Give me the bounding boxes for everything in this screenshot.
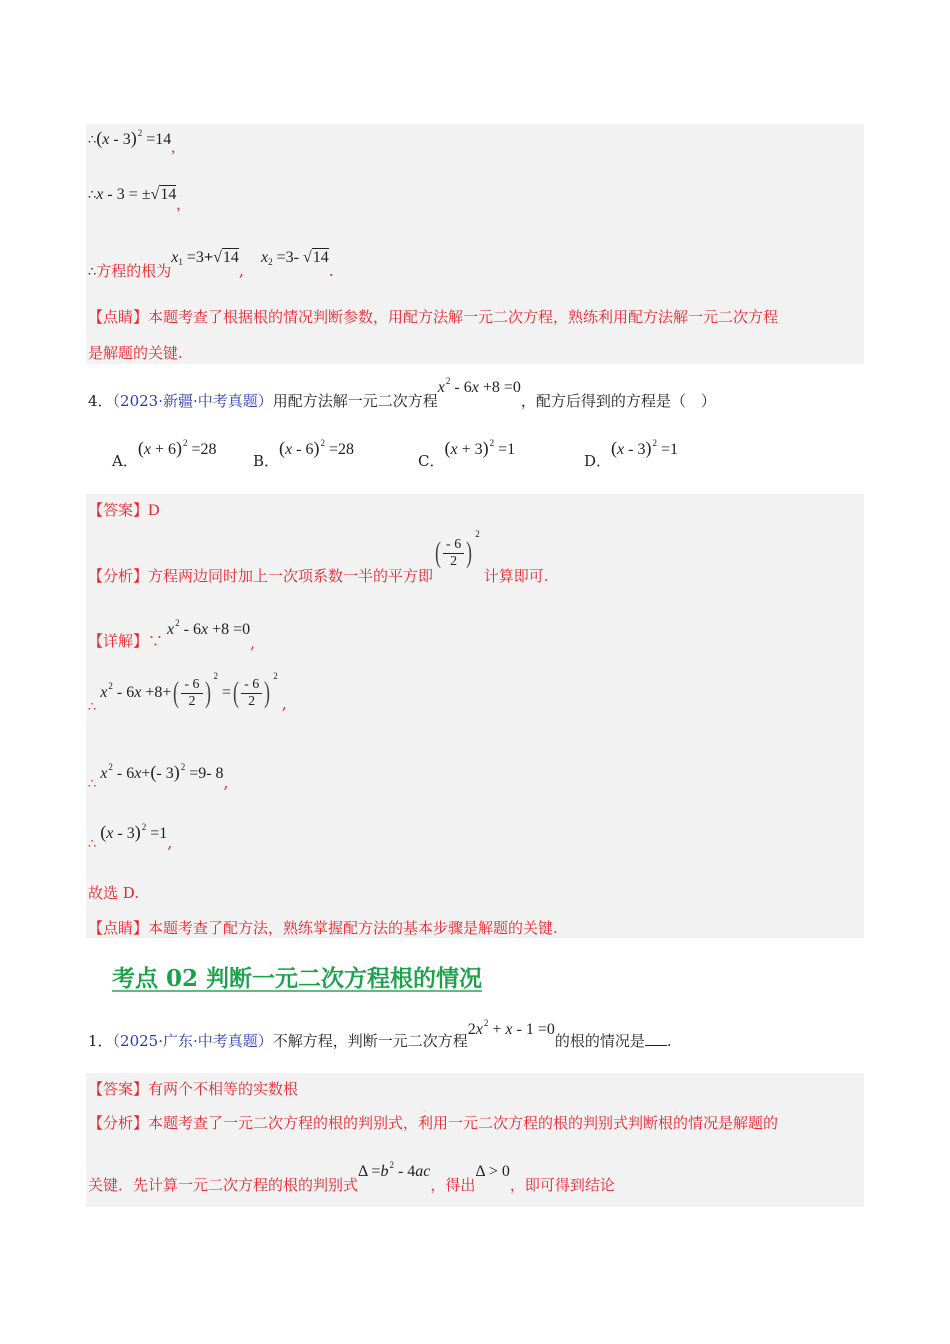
discriminant-formula: $\Delta =b^2 - 4ac$: [358, 1160, 431, 1180]
answer-q4: 【答案】D: [88, 501, 160, 519]
answer-label: 【答案】: [88, 501, 149, 519]
detail-step-2: $_\therefore x^2 - 6x+(-$ 3)$^2$ =9- 8,: [88, 762, 229, 792]
analysis-q1: 【分析】本题考查了一元二次方程的根的判别式，利用一元二次方程的根的判别式判断根的情况是解题的: [88, 1114, 779, 1132]
detail-q4: 【详解】$\because x^2 - 6x +8 =0$,: [88, 618, 255, 652]
detail-label: 【详解】: [88, 632, 149, 650]
dianjing-label: 【点睛】: [88, 308, 149, 326]
step-line-2: ∴x - 3 = ±√14,: [88, 186, 181, 213]
answer-blank[interactable]: [645, 1033, 667, 1046]
step-line-1: ∴(x - 3)$^2$ =14,: [88, 128, 176, 156]
dianjing-label: 【点睛】: [88, 919, 149, 937]
analysis-label: 【分析】: [88, 566, 149, 585]
option-d[interactable]: D．(x - 3)$^2$ =1: [584, 438, 678, 470]
question-source: （2023·新疆·中考真题）: [112, 392, 273, 410]
question-source: （2025·广东·中考真题）: [112, 1032, 273, 1050]
answer-label: 【答案】: [88, 1080, 149, 1098]
detail-step-1: $_\therefore x^2 - 6x +8+$( $\frac{- 6}{2}$ )$^2$ =( $\frac{- 6}{2}$ )$^2$,: [88, 670, 287, 715]
dianjing-block1: 【点睛】本题考查了根据根的情况判断参数，用配方法解一元二次方程，熟练利用配方法解一元二次方程: [88, 308, 779, 326]
question-number: 4．: [88, 392, 113, 410]
question-equation: $2x^2 + x - 1 =0$: [467, 1018, 555, 1038]
analysis-q1-line2: 关键．先计算一元二次方程的根的判别式$\Delta =b^2 - 4ac$，得出Δ > 0，即可得到结论: [88, 1160, 615, 1194]
question-equation: $x^2 - 6x +8 =0$: [437, 376, 521, 396]
dianjing-q4: 【点睛】本题考查了配方法，熟练掌握配方法的基本步骤是解题的关键.: [88, 919, 558, 937]
dianjing-block1-line2: 是解题的关键.: [88, 344, 183, 362]
analysis-q4: 【分析】方程两边同时加上一次项系数一半的平方即( $\frac{- 6}{2}$ )$^2$计算即可.: [88, 528, 549, 585]
question-number: 1．: [88, 1032, 113, 1050]
option-a[interactable]: A．$(x + 6)^2 =28$: [112, 438, 217, 470]
roots-label: 方程的根为: [96, 262, 172, 280]
solution-block-continued: [86, 124, 864, 364]
option-c[interactable]: C．$(x + 3)^2 =1$: [418, 438, 516, 470]
analysis-label: 【分析】: [88, 1114, 149, 1132]
roots-line: $_\therefore$方程的根为x1 =3+√14, x2 =3- √14.: [88, 249, 334, 280]
section-heading: 考点 02 判断一元二次方程根的情况: [112, 965, 483, 992]
detail-step-3: $_\therefore$(x - 3)$^2$ =1,: [88, 822, 173, 852]
option-b[interactable]: B．(x - 6)$^2$ =28: [253, 438, 354, 470]
conclusion-q4: 故选 D.: [88, 884, 140, 902]
question-1: 1．（2025·广东·中考真题）不解方程，判断一元二次方程$2x^2 + x - 1 =0$的根的情况是 .: [88, 1018, 672, 1050]
question-4: 4．（2023·新疆·中考真题）用配方法解一元二次方程$x^2 - 6x +8 =0$，配方后得到的方程是（ ）: [88, 376, 716, 410]
answer-q1: 【答案】有两个不相等的实数根: [88, 1080, 299, 1098]
fraction-expr: ( $\frac{- 6}{2}$ )$^2$: [435, 528, 480, 569]
discriminant-condition: Δ > 0: [475, 1163, 510, 1180]
